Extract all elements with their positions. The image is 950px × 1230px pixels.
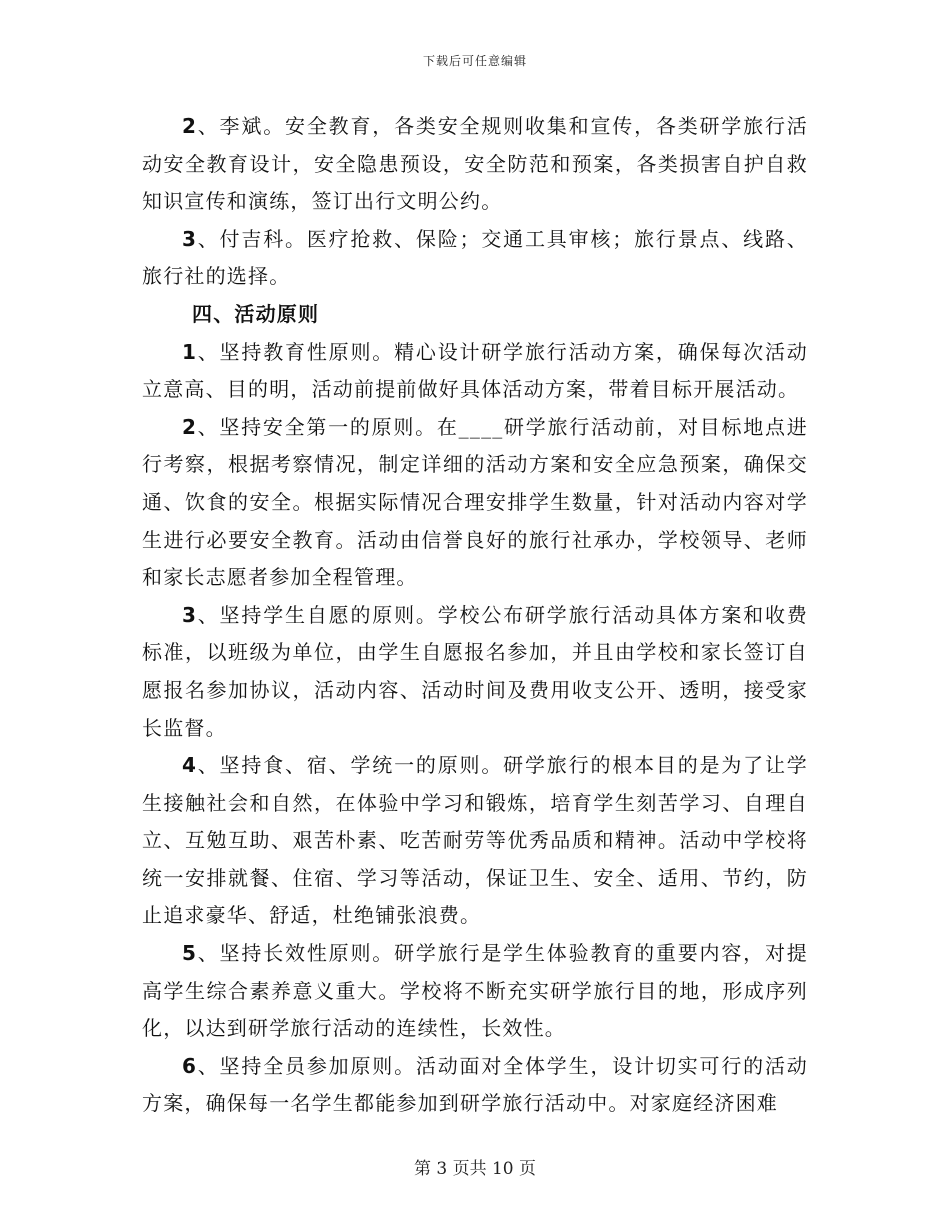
- paragraph-li-bin: [142, 108, 808, 221]
- page-header-note: 下载后可任意编辑: [422, 54, 527, 68]
- paragraph-principle-all-participate: [142, 1048, 808, 1123]
- item-number: 4: [182, 753, 198, 778]
- paragraph-text: 、坚持学生自愿的原则。学校公布研学旅行活动具体方案和收费标准，以班级为单位，由学生自愿报名参加，并且由学校和家长签订自愿报名参加协议，活动内容、活动时间及费用收支公开、透明，接受家长监督。: [142, 602, 808, 740]
- page-number-footer: 第 3 页共 10 页: [413, 1159, 537, 1179]
- paragraph-text: 、坚持安全第一的原则。在____研学旅行活动前，对目标地点进行考察，根据考察情况，制定详细的活动方案和安全应急预案，确保交通、饮食的安全。根据实际情况合理安排学生数量，针对活动内容对学生进行必要安全教育。活动由信誉良好的旅行社承办，学校领导、老师和家长志愿者参加全程管理。: [142, 414, 808, 590]
- item-number: 2: [182, 414, 198, 439]
- paragraph-principle-education: [142, 334, 808, 409]
- paragraph-text: 、付吉科。医疗抢救、保险；交通工具审核；旅行景点、线路、旅行社的选择。: [142, 226, 808, 289]
- paragraph-principle-voluntary: [142, 597, 808, 747]
- paragraph-text: 、坚持教育性原则。精心设计研学旅行活动方案，确保每次活动立意高、目的明，活动前提前做好具体活动方案，带着目标开展活动。: [142, 339, 808, 402]
- item-number: 2: [182, 114, 198, 138]
- item-number: 3: [182, 602, 198, 627]
- paragraph-principle-safety: [142, 409, 808, 597]
- item-number: 1: [182, 339, 198, 364]
- document-body: [142, 108, 808, 1123]
- paragraph-fu-jike: [142, 221, 808, 296]
- item-number: 5: [182, 941, 198, 966]
- paragraph-principle-long-term: [142, 935, 808, 1048]
- paragraph-principle-unity: [142, 747, 808, 935]
- paragraph-text: 、坚持全员参加原则。活动面对全体学生，设计切实可行的活动方案，确保每一名学生都能参加到研学旅行活动中。对家庭经济困难: [142, 1053, 808, 1116]
- section-heading-principles: 四、活动原则: [192, 301, 320, 326]
- paragraph-text: 、李斌。安全教育，各类安全规则收集和宣传，各类研学旅行活动安全教育设计，安全隐患预设，安全防范和预案，各类损害自护自救知识宣传和演练，签订出行文明公约。: [142, 114, 808, 214]
- paragraph-text: 、坚持长效性原则。研学旅行是学生体验教育的重要内容，对提高学生综合素养意义重大。学校将不断充实研学旅行目的地，形成序列化，以达到研学旅行活动的连续性，长效性。: [142, 941, 808, 1041]
- paragraph-text: 、坚持食、宿、学统一的原则。研学旅行的根本目的是为了让学生接触社会和自然，在体验中学习和锻炼，培育学生刻苦学习、自理自立、互勉互助、艰苦朴素、吃苦耐劳等优秀品质和精神。活动中学校将统一安排就餐、住宿、学习等活动，保证卫生、安全、适用、节约，防止追求豪华、舒适，杜绝铺张浪费。: [142, 753, 808, 928]
- item-number: 3: [182, 226, 198, 251]
- item-number: 6: [182, 1053, 198, 1078]
